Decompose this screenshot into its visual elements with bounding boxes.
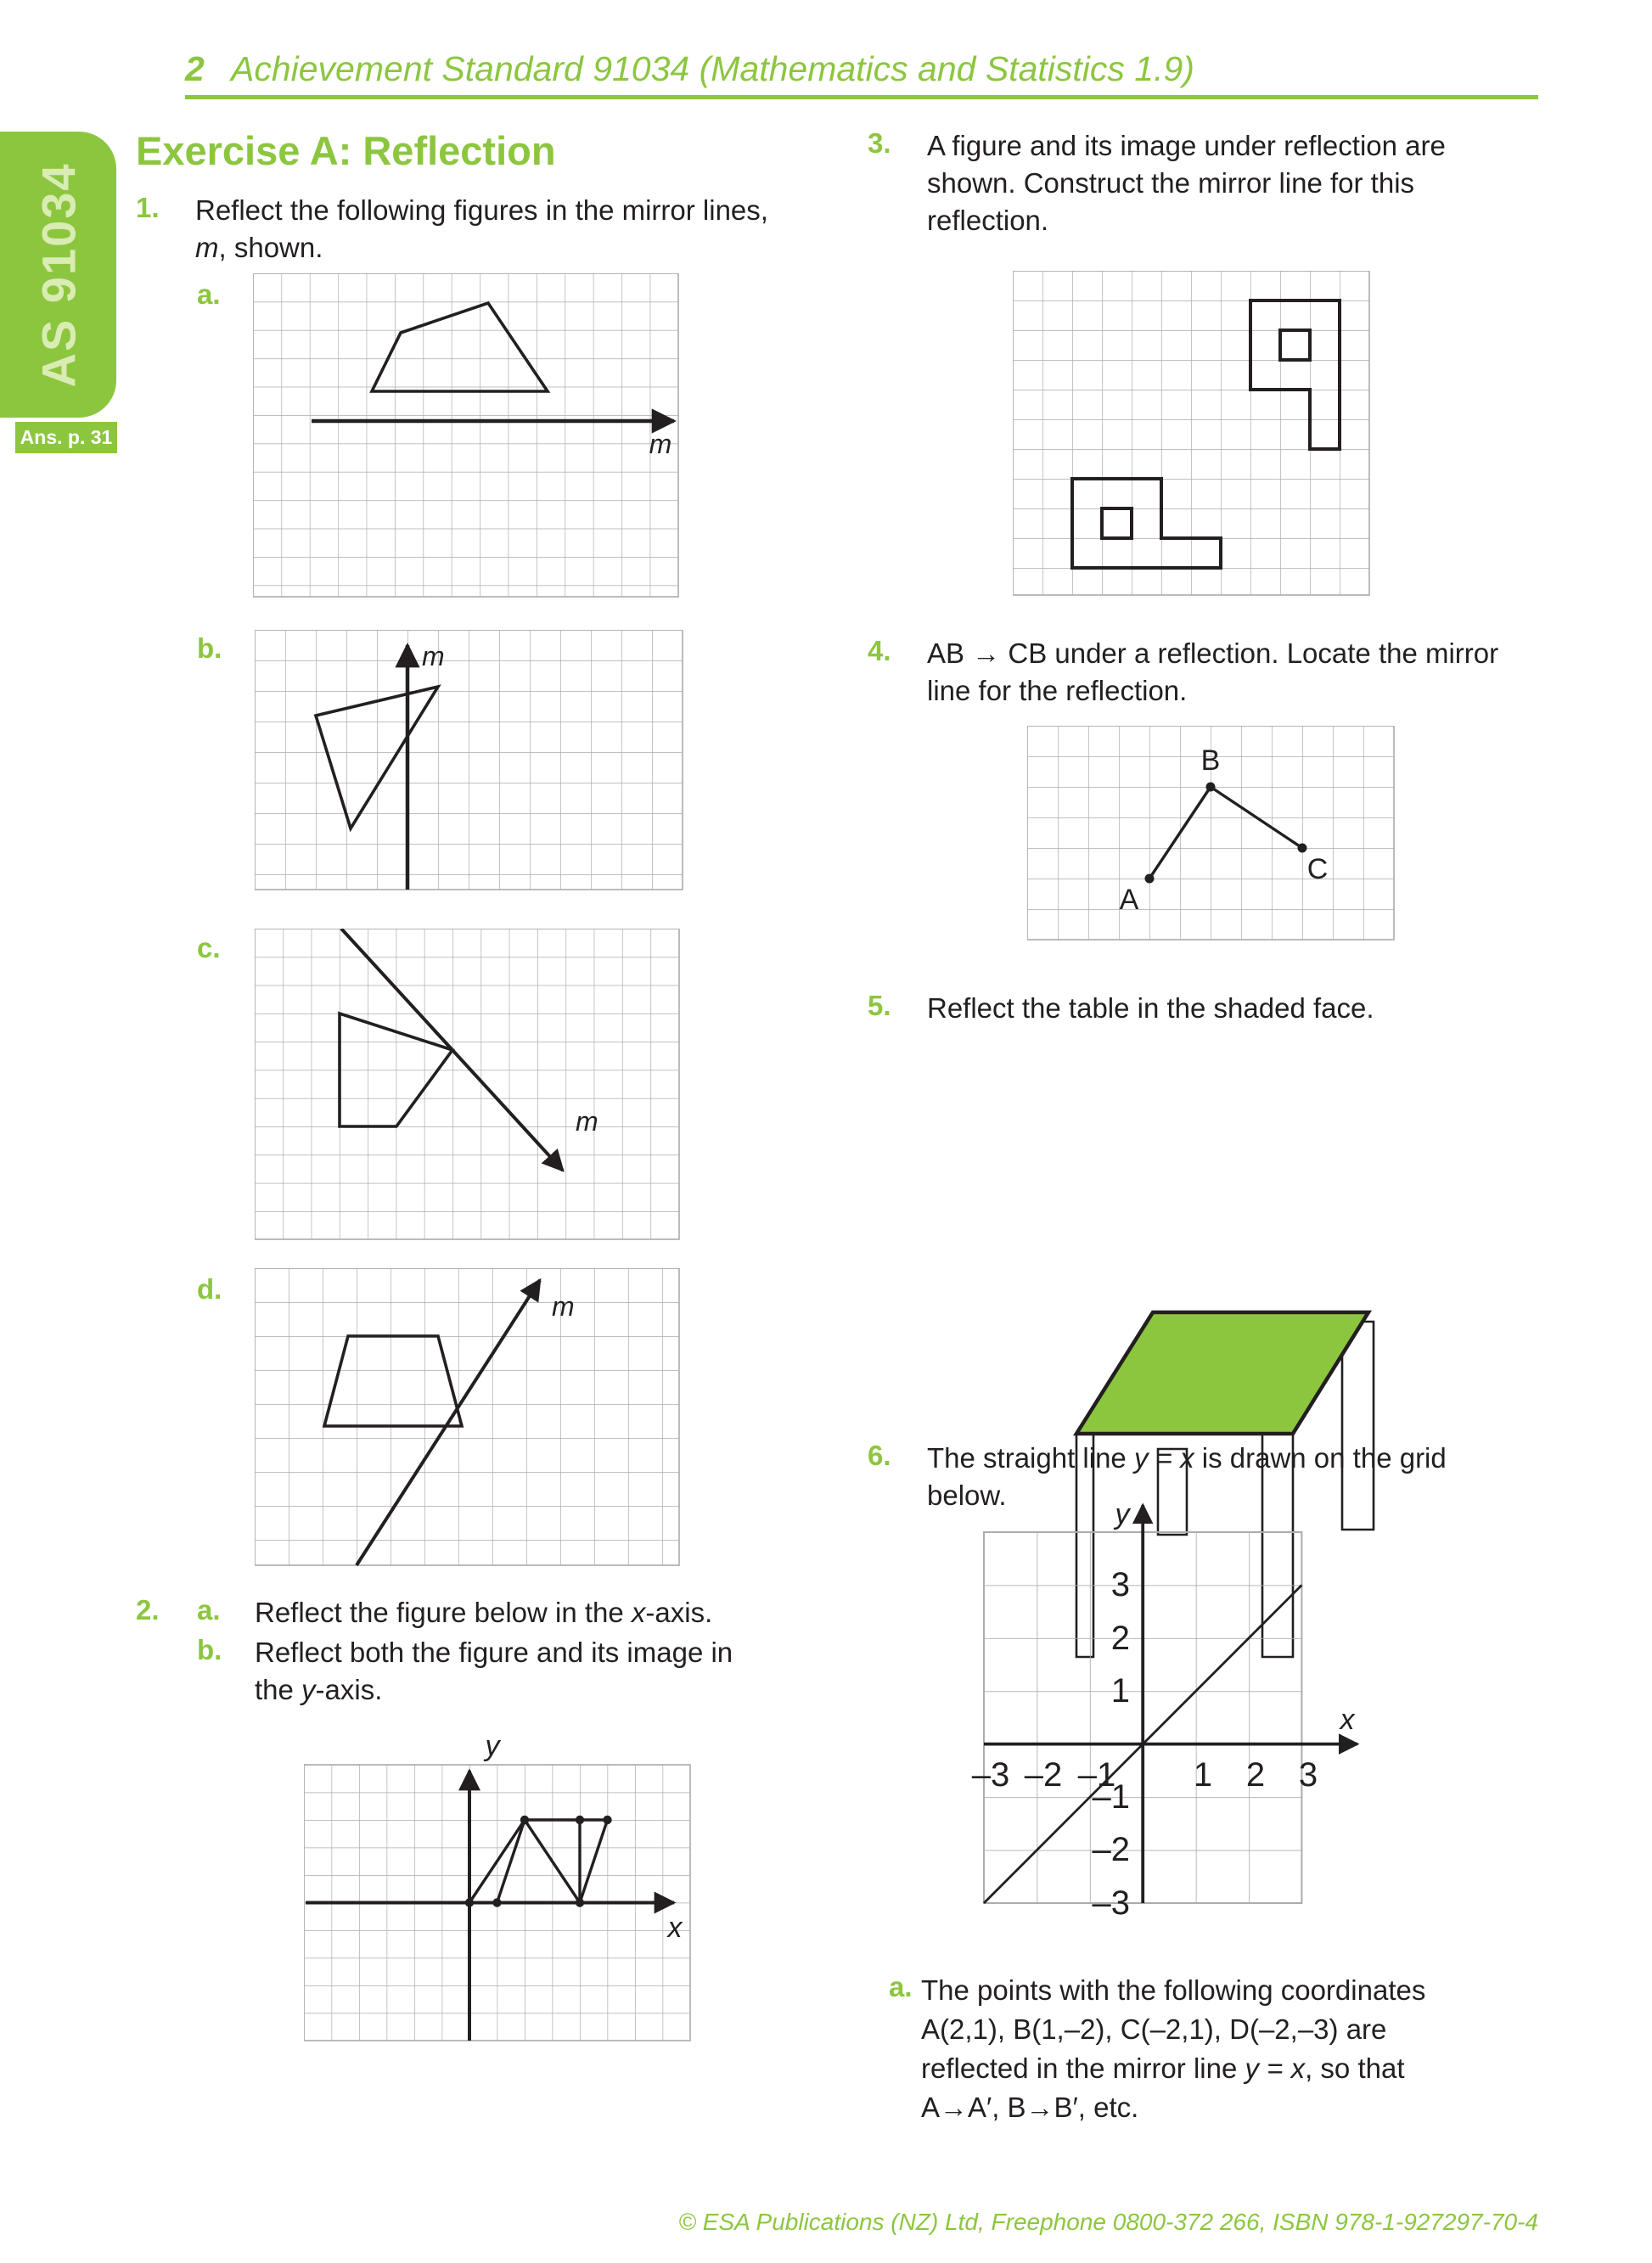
q6-line1-post: is drawn on the grid [1194,1442,1447,1474]
q1-part-a-label: a. [197,278,221,310]
grid-1c [255,929,679,1239]
page-header-title: Achievement Standard 91034 (Mathematics and Statistics 1.9) [231,49,1194,88]
q2a-label: a. [197,1594,221,1626]
q1-line2-post: , shown. [218,232,323,263]
y-tick: –2 [1092,1831,1130,1868]
figure-1a [253,273,690,600]
q5-text: Reflect the table in the shaded face. [927,992,1374,1024]
q4-text [927,635,1538,710]
q6a-line4: A→A′, B→B′, etc. [921,2092,1139,2123]
x-axis-label-6: x [1340,1704,1355,1736]
x-axis-label-2: x [667,1912,683,1944]
x-tick: 3 [1298,1756,1318,1794]
exercise-title: Exercise A: Reflection [136,128,556,173]
q6-line1 [927,1440,1521,1477]
sidebar-standard-tab [0,132,116,418]
vertex-dot [576,1898,584,1906]
vertex-dot [465,1898,474,1906]
q1-line1: Reflect the following figures in the mirror lines, [195,194,768,226]
y-tick: 1 [1110,1672,1130,1710]
q5-number: 5. [868,990,891,1021]
q2b-text [255,1634,781,1709]
q2-number: 2. [136,1594,160,1626]
figure-2 [304,1723,703,2050]
q4-line2: line for the reflection. [927,675,1188,706]
figure-6-coordinate-grid [958,1490,1366,1924]
q2b-line2-post: -axis. [315,1674,383,1705]
q6a-text [921,1971,1498,2127]
sidebar-tab-label: AS 91034 [31,161,85,388]
q2a-ital: x [631,1597,646,1628]
q6a-line3-pre: reflected in the mirror line [921,2052,1245,2084]
q6a-line2: A(2,1), B(1,–2), C(–2,1), D(–2,–3) are [921,2013,1387,2045]
q6-line1-ital: y = x [1133,1442,1194,1474]
q6a-line3 [921,2049,1498,2088]
grid-1d [255,1268,679,1565]
q2b-line2 [255,1671,781,1709]
table-top-shaded-face [1076,1312,1368,1434]
x-tick: 2 [1245,1756,1266,1794]
q1-line2 [195,229,823,267]
q2b-line1: Reflect both the figure and its image in [255,1637,733,1668]
footer-imprint: © ESA Publications (NZ) Ltd, Freephone 0800-372 266, ISBN 978-1-927297-70-4 [678,2209,1538,2235]
q2a-text [255,1594,781,1631]
q4-line1: AB → CB under a reflection. Locate the mirror [927,637,1499,669]
y-tick: –3 [1092,1884,1130,1922]
q6a-line3-post: , so that [1305,2052,1405,2084]
q1-m: m [195,232,219,263]
x-tick: –3 [971,1756,1010,1794]
q6a-line3-ital: y = x [1245,2052,1306,2084]
x-tick: –1 [1077,1756,1116,1794]
figure-1c [255,929,692,1243]
header-rule [185,95,1538,99]
q3-text [927,127,1521,239]
q3-line2: shown. Construct the mirror line for this [927,167,1415,199]
q3-line1: A figure and its image under reflection are [927,130,1446,161]
q3-line3: reflection. [927,205,1049,236]
figure-1b [255,630,692,897]
mirror-label-1b: m [422,641,445,671]
point-b-dot [1206,783,1216,792]
grid-1a [253,273,678,597]
q6-line1-pre: The straight line [927,1442,1134,1474]
point-b-label: B [1200,744,1221,777]
x-tick: –2 [1024,1756,1063,1794]
q3-number: 3. [868,127,891,159]
q1-text [195,192,823,267]
point-a-dot [1145,874,1155,884]
grid-1b [255,630,683,890]
q6a-label: a. [889,1971,913,2002]
q2b-label: b. [197,1634,222,1665]
figure-3 [1013,271,1374,598]
mirror-label-1c: m [576,1106,598,1137]
x-tick: 1 [1193,1756,1213,1794]
q1-number: 1. [136,192,160,223]
vertex-dot [520,1816,529,1824]
y-tick: 2 [1110,1620,1130,1657]
q6-number: 6. [868,1440,891,1471]
answer-page-label: Ans. p. 31 [20,426,113,448]
vertex-dot [603,1816,611,1824]
q2a-pre: Reflect the figure below in the [255,1597,632,1628]
y-tick: –1 [1092,1778,1130,1816]
page-number: 2 [185,49,205,88]
q4-number: 4. [868,635,891,666]
point-a-label: A [1119,884,1139,916]
q1-part-b-label: b. [197,632,222,664]
answer-page-badge [15,422,117,453]
point-c-label: C [1306,853,1329,885]
figure-4 [1027,726,1397,943]
q2a-post: -axis. [645,1597,713,1628]
y-axis-label-2: y [485,1730,500,1762]
figure-1d [255,1268,692,1570]
q6-line2: below. [927,1480,1007,1511]
point-c-dot [1298,844,1307,853]
vertex-dot [576,1816,584,1824]
y-axis-label-6: y [1115,1498,1130,1530]
grid-3 [1013,271,1369,595]
vertex-dot [492,1898,501,1906]
q1-part-d-label: d. [197,1273,222,1305]
q2b-line2-pre: the [255,1674,302,1705]
q6a-line1: The points with the following coordinates [921,1974,1426,2006]
q2b-line2-ital: y [301,1674,316,1705]
mirror-label-1a: m [649,429,672,459]
y-tick: 3 [1110,1566,1130,1603]
q1-part-c-label: c. [197,932,221,963]
mirror-label-1d: m [552,1291,575,1322]
